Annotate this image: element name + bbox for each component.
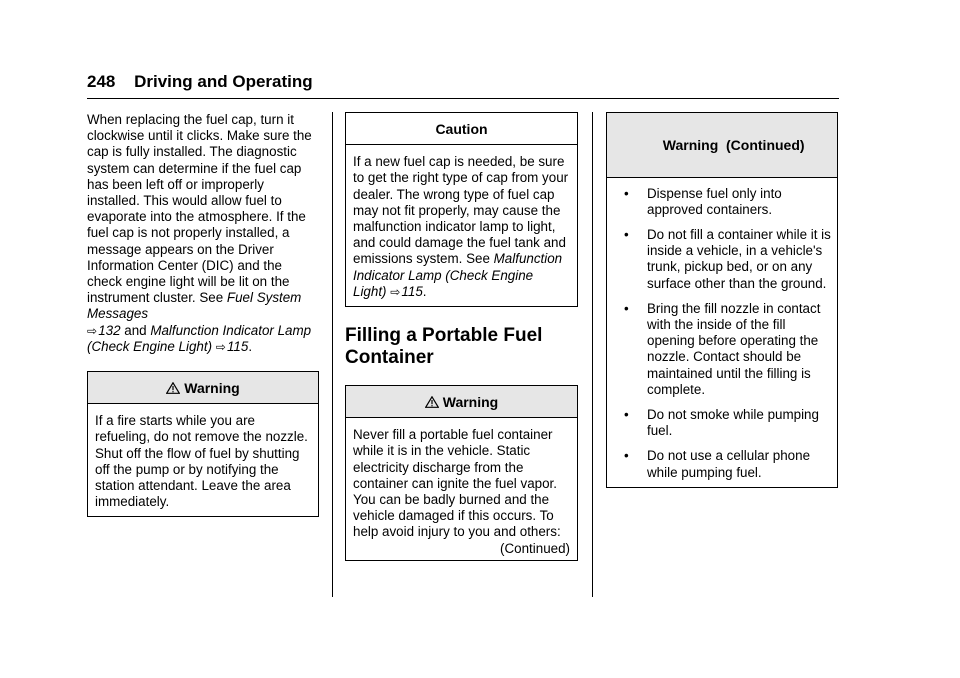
warning-box-fire [87, 371, 319, 517]
warning-continued-box [606, 112, 838, 488]
caution-box [345, 112, 578, 307]
warning-triangle-icon [166, 382, 180, 394]
caution-box-body [346, 145, 577, 306]
fuel-cap-paragraph: When replacing the fuel cap, turn it clockwise until it clicks. Make sure the cap is fully installed. The diagnostic system can determine if the fuel cap has been left off or improperly installed. This would allow fuel to evaporate into the atmosphere. If the fuel cap is not properly installed, a message appears on the Driver Information Center (DIC) and the check engine light will be lit on the instrument cluster. See Fuel System Messages ⇨ 132 and Malfunction Indicator Lamp (Check Engine Light) ⇨ 115. [87, 112, 312, 354]
bullet-icon: • [624, 448, 629, 464]
ref-malfunction-lamp[interactable]: Malfunction Indicator Lamp (Check Engine Light) [353, 251, 563, 299]
ref-malfunction-lamp[interactable]: Malfunction Indicator Lamp (Check Engine Light) [87, 322, 312, 354]
header-rule [87, 98, 839, 99]
list-item: • Do not use a cellular phone while pumping fuel. [624, 448, 811, 480]
section-title: Filling a Portable Fuel Container [345, 325, 543, 369]
bullet-icon: • [624, 185, 629, 201]
column-divider-1 [332, 112, 333, 597]
column-2 [345, 112, 578, 579]
warning-continued-title: Warning (Continued) [662, 137, 805, 154]
continued-label: (Continued) [500, 540, 570, 556]
warning-continued-header [607, 113, 837, 178]
column-divider-2 [592, 112, 593, 597]
warning-box-header [88, 372, 318, 404]
page-reference-icon: ⇨ [87, 323, 98, 338]
column-3 [606, 112, 838, 506]
list-item: • Dispense fuel only into approved containers. [624, 185, 782, 217]
list-item: • Do not smoke while pumping fuel. [624, 407, 819, 439]
warning-box-body [346, 418, 577, 560]
section-heading: Driving and Operating [134, 72, 313, 91]
ref-page-115[interactable]: 115 [401, 283, 423, 299]
bullet-icon: • [624, 227, 629, 243]
list-item: • Bring the fill nozzle in contact with the inside of the fill opening before operating the nozzle. Contact should be maintained until the filling is complete. [624, 300, 821, 397]
warning-box-header [346, 386, 577, 418]
page-number: 248 [87, 72, 116, 91]
list-item: • Do not fill a container while it is inside a vehicle, in a vehicle's trunk, pickup bed, or on any surface other than the ground. [624, 227, 831, 291]
page-reference-icon: ⇨ [215, 339, 226, 354]
caution-title: Caution [435, 121, 488, 137]
ref-fuel-system-messages[interactable]: Fuel System Messages [87, 290, 302, 322]
warning-bullet-list [607, 178, 837, 487]
warning-text: If a fire starts while you are refueling, do not remove the nozzle. Shut off the flow of fuel by shutting off the pump or by notifying the station attendant. Leave the area immediately. [95, 413, 308, 510]
ref-page-132[interactable]: 132 [98, 322, 121, 338]
warning-title: Warning [184, 380, 240, 397]
caution-box-header [346, 113, 577, 145]
page-reference-icon: ⇨ [390, 284, 401, 299]
bullet-icon: • [624, 407, 629, 423]
ref-page-115[interactable]: 115 [226, 338, 249, 354]
warning-triangle-icon [425, 396, 439, 408]
warning-text: Never fill a portable fuel container while it is in the vehicle. Static electricity discharge from the container can ignite the fuel vapor. You can be badly burned and the vehicle damaged if this occurs. To help avoid injury to you and others: [353, 427, 561, 540]
page-header [87, 72, 313, 92]
column-1 [87, 112, 319, 535]
warning-box-portable [345, 385, 578, 561]
warning-box-body [88, 404, 318, 516]
caution-text: If a new fuel cap is needed, be sure to get the right type of cap from your dealer. The wrong type of fuel cap may not fit properly, may cause the malfunction indicator lamp to light, and could damage the fuel tank and emissions system. See Malfunction Indicator Lamp (Check Engine Light) ⇨ 115. [353, 154, 569, 299]
warning-title: Warning [442, 394, 499, 411]
bullet-icon: • [624, 300, 629, 316]
